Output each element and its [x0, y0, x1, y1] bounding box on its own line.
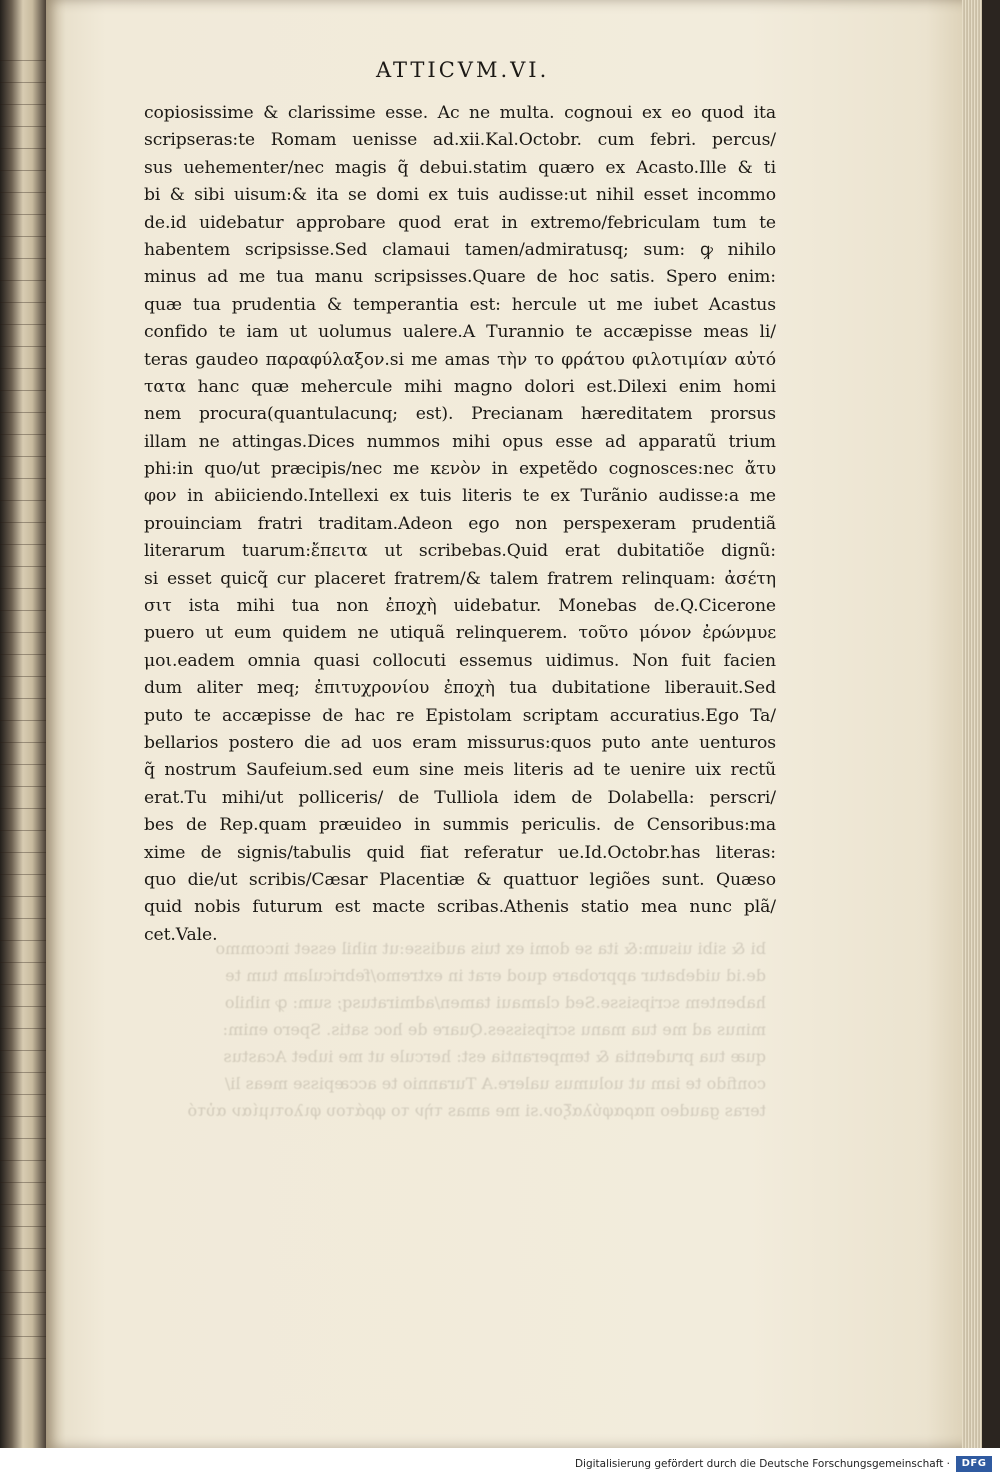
text-line: teras gaudeo παραφύλαξον.si me amas τὴν το φράτου φιλοτιμίαν αὐτό	[144, 349, 776, 370]
edge-fragment	[0, 720, 46, 733]
text-line: xime de signis/tabulis quid fiat referatur ue.Id.Octobr.has literas:	[144, 842, 776, 863]
edge-fragment	[0, 368, 46, 381]
edge-fragment	[0, 522, 46, 535]
text-line: de.id uidebatur approbare quod erat in extremo/febriculam tum te	[144, 212, 776, 233]
text-line: puero ut eum quidem ne utiquã relinquerem. τοῦτο μόνον ἐρώνμυε	[144, 623, 776, 644]
text-line: erat.Tu mihi/ut polliceris/ de Tulliola idem de Dolabella: perscri/	[144, 787, 776, 808]
ghost-line: minus ad me tua manu scripsisses.Quare de hoc satis. Spero enim:	[222, 1020, 766, 1039]
edge-fragment	[0, 478, 46, 491]
edge-fragment	[0, 170, 46, 183]
previous-page-edge	[0, 0, 46, 1448]
edge-fragment	[0, 214, 46, 227]
edge-fragment	[0, 874, 46, 887]
edge-fragment	[0, 1336, 46, 1349]
show-through-text	[166, 935, 766, 1124]
edge-fragment	[0, 1072, 46, 1085]
text-line: dum aliter meq; ἐπιτυχρονίου ἐποχὴ tua dubitatione liberauit.Sed	[144, 678, 776, 699]
edge-fragment	[0, 698, 46, 711]
text-line: τατα hanc quæ mehercule mihi magno dolori est.Dilexi enim homi	[144, 376, 776, 397]
text-line: σιτ ista mihi tua non ἐποχὴ uidebatur. Monebas de.Q.Cicerone	[144, 596, 776, 617]
text-line: si esset quicq̃ cur placeret fratrem/& talem fratrem relinquam: ἀσέτη	[144, 568, 776, 589]
edge-fragment	[0, 1028, 46, 1041]
text-line: bellarios postero die ad uos eram missurus:quos puto ante uenturos	[144, 732, 776, 753]
footer-bar	[0, 1448, 1000, 1482]
edge-fragment	[0, 610, 46, 623]
ghost-line: teras gaudeo παραφύλαξον.si me amas τὴν το φράτου φιλοτιμίαν αὐτό	[187, 1101, 766, 1120]
edge-fragment	[0, 742, 46, 755]
dfg-logo: DFG	[956, 1456, 992, 1472]
edge-fragment	[0, 1314, 46, 1327]
edge-fragment	[0, 654, 46, 667]
text-line: q̃ nostrum Saufeium.sed eum sine meis literis ad te uenire uix rectũ	[144, 760, 776, 781]
text-line: confido te iam ut uolumus ualere.A Turannio te accæpisse meas li/	[144, 322, 776, 343]
edge-fragment	[0, 258, 46, 271]
edge-fragment	[0, 786, 46, 799]
text-line: bes de Rep.quam præuideo in summis periculis. de Censoribus:ma	[144, 815, 776, 836]
text-line: phi:in quo/ut præcipis/nec me κενὸν in expetẽdo cognosces:nec ἄτυ	[144, 459, 776, 480]
edge-fragment	[0, 896, 46, 909]
ghost-line: confido te iam ut uolumus ualere.A Turannio te accæpisse meas li/	[224, 1074, 766, 1093]
body-text	[144, 100, 776, 949]
edge-fragment	[0, 1270, 46, 1283]
edge-fragment	[0, 148, 46, 161]
text-line: scripseras:te Romam uenisse ad.xii.Kal.Octobr. cum febri. percus/	[144, 130, 776, 151]
text-line: sus uehementer/nec magis q̃ debui.statim quæro ex Acasto.Ille & ti	[144, 157, 776, 178]
edge-fragment	[0, 676, 46, 689]
edge-fragment	[0, 1138, 46, 1151]
running-title: ATTICVM.VI.	[376, 58, 550, 82]
edge-fragment	[0, 456, 46, 469]
edge-fragment	[0, 588, 46, 601]
edge-fragment	[0, 544, 46, 557]
ghost-line: quæ tua prudentia & temperantia est: hercule ut me iubet Acastus	[223, 1047, 766, 1066]
ghost-line: habentem scripsisse.Sed clamaui tamen/admiratusq; sum: ꝙ nihilo	[224, 993, 766, 1012]
edge-fragment	[0, 984, 46, 997]
edge-fragment	[0, 500, 46, 513]
edge-fragment	[0, 1358, 46, 1371]
text-line: literarum tuarum:ἔπειτα ut scribebas.Quid erat dubitatiõe dignũ:	[144, 541, 776, 562]
edge-fragment	[0, 1226, 46, 1239]
text-line: quo die/ut scribis/Cæsar Placentiæ & quattuor legiões sunt. Quæso	[144, 869, 776, 890]
edge-fragment	[0, 280, 46, 293]
edge-fragment	[0, 830, 46, 843]
text-line: habentem scripsisse.Sed clamaui tamen/admiratusq; sum: ꝙ nihilo	[144, 239, 776, 260]
text-line: cet.Vale.	[144, 924, 218, 945]
text-line: copiosissime & clarissime esse. Ac ne multa. cognoui ex eo quod ita	[144, 103, 776, 123]
edge-fragment	[0, 302, 46, 315]
funding-credit: Digitalisierung gefördert durch die Deutsche Forschungsgemeinschaft ·	[574, 1458, 950, 1470]
edge-fragment	[0, 852, 46, 865]
text-line: puto te accæpisse de hac re Epistolam scriptam accuratius.Ego Ta/	[144, 705, 776, 726]
edge-fragment	[0, 918, 46, 931]
edge-fragment	[0, 764, 46, 777]
edge-fragment	[0, 1160, 46, 1173]
edge-fragment	[0, 566, 46, 579]
text-line: nem procura(quantulacunq; est). Precianam hæreditatem prorsus	[144, 404, 776, 425]
edge-fragment	[0, 1094, 46, 1107]
page-fore-edge	[962, 0, 982, 1448]
edge-fragment	[0, 962, 46, 975]
text-line: quæ tua prudentia & temperantia est: hercule ut me iubet Acastus	[144, 294, 776, 315]
edge-fragment	[0, 808, 46, 821]
ghost-line: bi & sibi uisum:& ita se domi ex tuis audisse:ut nihil esset incommo	[215, 939, 766, 958]
edge-fragment	[0, 1116, 46, 1129]
edge-fragment	[0, 104, 46, 117]
edge-fragment	[0, 412, 46, 425]
text-line: quid nobis futurum est macte scribas.Athenis statio mea nunc plã/	[144, 897, 776, 918]
text-line: bi & sibi uisum:& ita se domi ex tuis audisse:ut nihil esset incommo	[144, 185, 776, 206]
edge-fragment	[0, 82, 46, 95]
edge-fragment	[0, 940, 46, 953]
text-line: μοι.eadem omnia quasi collocuti essemus uidimus. Non fuit facien	[144, 650, 776, 671]
edge-fragment	[0, 434, 46, 447]
edge-fragment	[0, 192, 46, 205]
edge-fragment	[0, 390, 46, 403]
edge-fragment	[0, 126, 46, 139]
edge-fragment	[0, 324, 46, 337]
edge-fragment	[0, 1182, 46, 1195]
edge-fragment	[0, 60, 46, 73]
edge-fragment	[0, 632, 46, 645]
text-line: minus ad me tua manu scripsisses.Quare de hoc satis. Spero enim:	[144, 267, 776, 288]
book-page	[46, 0, 982, 1448]
text-line: φον in abiiciendo.Intellexi ex tuis literis te ex Turãnio audisse:a me	[144, 486, 776, 507]
edge-fragment	[0, 236, 46, 249]
edge-fragment	[0, 1248, 46, 1261]
text-line: prouinciam fratri traditam.Adeon ego non perspexeram prudentiã	[144, 513, 776, 534]
edge-fragment	[0, 346, 46, 359]
edge-fragment	[0, 1204, 46, 1217]
edge-fragment	[0, 1006, 46, 1019]
edge-fragment	[0, 1050, 46, 1063]
text-line: illam ne attingas.Dices nummos mihi opus esse ad apparatũ trium	[144, 431, 776, 452]
edge-fragment	[0, 1292, 46, 1305]
ghost-line: de.id uidebatur approbare quod erat in extremo/febriculam tum te	[225, 966, 766, 985]
